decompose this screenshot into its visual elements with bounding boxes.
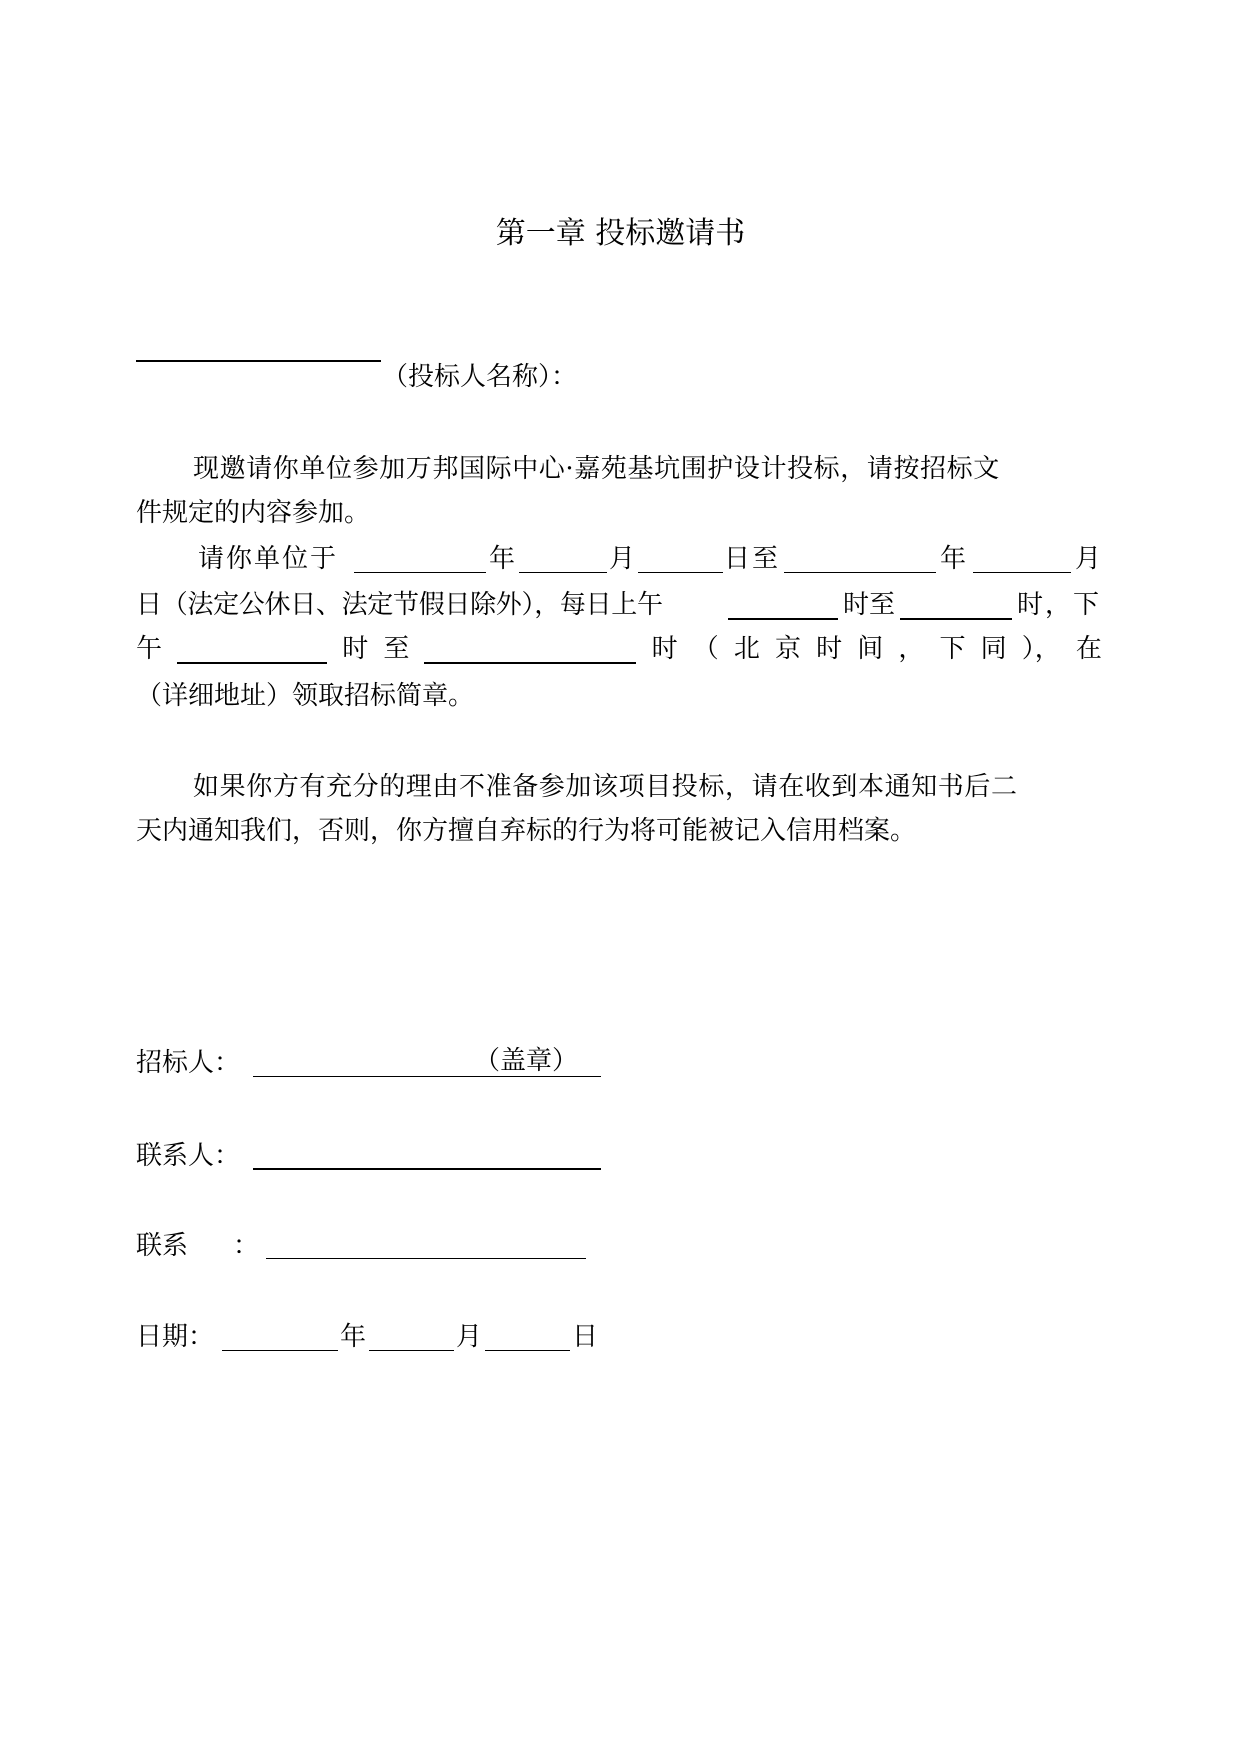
para1-line1: 现邀请你单位参加万邦国际中心·嘉苑基坑围护设计投标，请按招标文 bbox=[193, 454, 1000, 484]
para1-line2: 件规定的内容参加。 bbox=[136, 498, 371, 528]
para3-line2: 天内通知我们，否则，你方擅自弃标的行为将可能被记入信用档案。 bbox=[136, 816, 917, 846]
end-month-blank bbox=[973, 572, 1071, 573]
para2-l1-f: 月 bbox=[1075, 544, 1102, 574]
date-month: 月 bbox=[456, 1322, 483, 1352]
para2-l3-w0: 午 bbox=[136, 634, 163, 664]
am-start-blank bbox=[728, 618, 838, 620]
para3-line1: 如果你方有充分的理由不准备参加该项目投标，请在收到本通知书后二 bbox=[193, 772, 1018, 802]
para2-l3-w2: 至 bbox=[383, 634, 410, 664]
para2-l1-c: 月 bbox=[609, 544, 636, 574]
contact-blank bbox=[253, 1168, 601, 1170]
date-day-blank bbox=[485, 1350, 570, 1351]
date-label: 日期： bbox=[136, 1322, 215, 1352]
para2-l3-w4: （ bbox=[692, 634, 719, 664]
para2-l3-w8: 间 bbox=[857, 634, 884, 664]
phone-label: 联系 bbox=[136, 1231, 189, 1261]
contact-label: 联系人： bbox=[136, 1141, 241, 1171]
para2-l3-w10: 下 bbox=[939, 634, 966, 664]
phone-blank bbox=[266, 1258, 586, 1259]
para2-l3-w1: 时 bbox=[342, 634, 369, 664]
para2-l3-w7: 时 bbox=[816, 634, 843, 664]
para2-l2-b: 时至 bbox=[843, 590, 896, 620]
date-month-blank bbox=[369, 1350, 454, 1351]
para2-l1-b: 年 bbox=[489, 544, 516, 574]
pm-end-blank bbox=[424, 636, 636, 664]
seal-label: （盖章） bbox=[474, 1046, 579, 1076]
phone-colon: ： bbox=[233, 1231, 260, 1261]
para2-l1-a: 请你单位于 bbox=[198, 544, 339, 574]
start-day-blank bbox=[638, 572, 723, 573]
addressee-suffix: （投标人名称）： bbox=[382, 362, 578, 392]
para2-line4: （详细地址）领取招标简章。 bbox=[136, 681, 475, 711]
para2-l3-w11: 同 bbox=[980, 634, 1007, 664]
para2-l1-d: 日至 bbox=[724, 544, 781, 574]
para2-l3-w5: 北 bbox=[733, 634, 760, 664]
para2-l3-w9: ， bbox=[898, 634, 925, 664]
para2-l2-a: 日（法定公休日、法定节假日除外），每日上午 bbox=[136, 590, 663, 620]
date-year-blank bbox=[222, 1350, 338, 1351]
para2-l1-e: 年 bbox=[940, 544, 967, 574]
para2-l3-w3: 时 bbox=[651, 634, 678, 664]
date-day: 日 bbox=[572, 1322, 599, 1352]
para2-line3 bbox=[136, 634, 1102, 664]
para2-l3-w6: 京 bbox=[774, 634, 801, 664]
tenderer-blank bbox=[253, 1076, 601, 1077]
end-year-blank bbox=[784, 572, 936, 573]
para2-l3-w13: 在 bbox=[1075, 634, 1102, 664]
pm-start-blank bbox=[177, 636, 327, 664]
page-title: 第一章 投标邀请书 bbox=[495, 216, 746, 251]
para2-l2-c: 时，下 bbox=[1017, 590, 1102, 620]
start-year-blank bbox=[354, 572, 486, 573]
bidder-name-blank bbox=[136, 360, 381, 362]
am-end-blank bbox=[900, 618, 1012, 620]
para2-l3-w12: ）， bbox=[1021, 634, 1061, 664]
date-year: 年 bbox=[340, 1322, 367, 1352]
start-month-blank bbox=[519, 572, 607, 573]
tenderer-label: 招标人： bbox=[136, 1048, 241, 1078]
